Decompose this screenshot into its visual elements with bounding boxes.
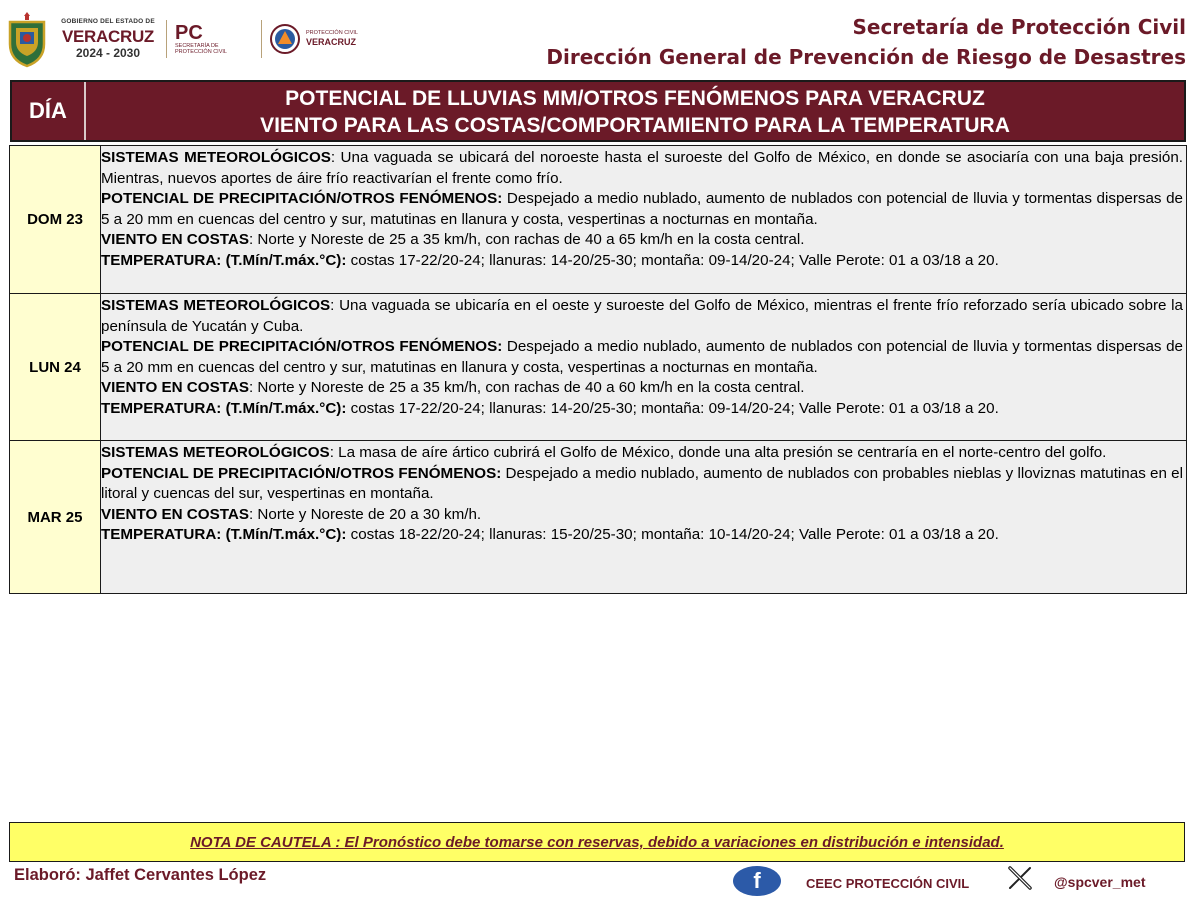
viento-text: : Norte y Noreste de 20 a 30 km/h. <box>248 505 482 523</box>
pcv-name: VERACRUZ <box>306 37 357 48</box>
forecast-content <box>101 294 1186 440</box>
forecast-title-line1: POTENCIAL DE LLUVIAS MM/OTROS FENÓMENOS PARA VERACRUZ <box>285 87 985 110</box>
viento-paragraph <box>101 378 1183 399</box>
sistemas-text: : La masa de aíre ártico cubrirá el Golfo de México, donde una alta presión se centraría en el norte-centro del golfo. <box>329 444 1107 461</box>
day-column-header: DÍA <box>12 82 86 140</box>
facebook-page-name[interactable]: CEEC PROTECCIÓN CIVIL <box>806 876 970 891</box>
sistemas-paragraph <box>101 296 1183 337</box>
sistemas-paragraph <box>101 148 1183 189</box>
gov-years: 2024 - 2030 <box>75 45 141 60</box>
sistemas-paragraph <box>101 443 1183 464</box>
pc-subtitle: SECRETARÍA DE PROTECCIÓN CIVIL <box>175 43 227 55</box>
precip-label: POTENCIAL DE PRECIPITACIÓN/OTROS FENÓMENOS: <box>101 338 503 356</box>
temp-paragraph <box>101 399 1183 420</box>
header-titles <box>546 12 1186 72</box>
forecast-title <box>86 82 1184 140</box>
forecast-row <box>10 146 1186 293</box>
precip-text: Despejado a medio nublado, aumento de nublados con potencial de lluvia y tormentas dispersas de 5 a 20 mm en cuencas del centro y sur, matutinas en llanura y costa, vespertinas a nocturnas en montaña. <box>101 190 1183 228</box>
facebook-icon[interactable] <box>733 866 781 896</box>
forecast-table <box>9 145 1187 594</box>
temp-label: TEMPERATURA: (T.Mín/T.máx.°C): <box>101 399 347 417</box>
day-cell: MAR 25 <box>10 441 101 593</box>
forecast-row <box>10 440 1186 593</box>
precip-paragraph <box>101 464 1183 505</box>
caution-note <box>9 822 1185 862</box>
forecast-content <box>101 441 1186 593</box>
precip-text: Despejado a medio nublado, aumento de nublados con potencial de lluvia y tormentas dispersas de 5 a 20 mm en cuencas del centro y sur, matutinas en llanura y costa, vespertinas a nocturnas en montaña. <box>101 338 1183 376</box>
viento-label: VIENTO EN COSTAS <box>101 379 249 397</box>
day-cell: DOM 23 <box>10 146 101 293</box>
pcv-small-text: PROTECCIÓN CIVIL <box>306 29 358 36</box>
header-logos <box>6 6 358 72</box>
logo-divider <box>166 20 167 58</box>
pc-veracruz-logo <box>306 31 358 48</box>
temp-paragraph <box>101 525 1183 546</box>
x-twitter-icon[interactable] <box>1006 866 1034 890</box>
author-credit: Elaboró: Jaffet Cervantes López <box>14 866 267 884</box>
temp-paragraph <box>101 251 1183 272</box>
logo-divider <box>261 20 262 58</box>
gov-small-text: GOBIERNO DEL ESTADO DE <box>61 18 155 26</box>
viento-text: : Norte y Noreste de 25 a 35 km/h, con rachas de 40 a 60 km/h en la costa central. <box>248 379 805 397</box>
gobierno-veracruz-logo <box>58 19 158 59</box>
viento-label: VIENTO EN COSTAS <box>101 231 249 249</box>
forecast-row <box>10 293 1186 440</box>
precip-text: Despejado a medio nublado, aumento de nublados con probables nieblas y lloviznas matutinas en el litoral y cuencas del sur, vespertinas en montaña. <box>101 464 1183 503</box>
x-handle[interactable]: @spcver_met <box>1054 874 1146 890</box>
secretaria-title: Secretaría de Protección Civil <box>852 15 1186 39</box>
facebook-glyph: f <box>753 868 761 893</box>
proteccion-civil-emblem-icon <box>270 24 300 54</box>
temp-text: costas 17-22/20-24; llanuras: 14-20/25-30; montaña: 09-14/20-24; Valle Perote: 01 a 03/18 a 20. <box>346 399 999 417</box>
temp-label: TEMPERATURA: (T.Mín/T.máx.°C): <box>101 526 347 544</box>
pc-mark: PC <box>175 22 203 44</box>
precip-paragraph <box>101 337 1183 378</box>
sistemas-label: SISTEMAS METEOROLÓGICOS <box>101 444 330 461</box>
precip-paragraph <box>101 189 1183 230</box>
sistemas-text: : Una vaguada se ubicará del noroeste hasta el suroeste del Golfo de México, en donde se asociaría con una baja presión. Mientras, nuevos aportes de áire frío reactivarían el frente como frío. <box>101 149 1183 187</box>
precip-label: POTENCIAL DE PRECIPITACIÓN/OTROS FENÓMENOS: <box>101 190 503 208</box>
precip-label: POTENCIAL DE PRECIPITACIÓN/OTROS FENÓMENOS: <box>101 464 502 482</box>
veracruz-shield-icon <box>6 10 48 68</box>
pc-logo <box>175 23 253 55</box>
direccion-title: Dirección General de Prevención de Riesgo de Desastres <box>546 45 1186 69</box>
viento-paragraph <box>101 230 1183 251</box>
viento-paragraph <box>101 505 1183 526</box>
viento-label: VIENTO EN COSTAS <box>101 505 249 523</box>
gov-name: VERACRUZ <box>61 26 155 46</box>
caution-text: NOTA DE CAUTELA : El Pronóstico debe tomarse con reservas, debido a variaciones en distribución e intensidad. <box>190 833 1004 851</box>
temp-label: TEMPERATURA: (T.Mín/T.máx.°C): <box>101 251 347 269</box>
day-cell: LUN 24 <box>10 294 101 440</box>
sistemas-label: SISTEMAS METEOROLÓGICOS <box>101 297 331 314</box>
sistemas-text: : Una vaguada se ubicaría en el oeste y suroeste del Golfo de México, mientras el frente frío reforzado sería ubicado sobre la península de Yucatán y Cuba. <box>101 297 1183 335</box>
forecast-title-line2: VIENTO PARA LAS COSTAS/COMPORTAMIENTO PARA LA TEMPERATURA <box>260 114 1010 137</box>
temp-text: costas 18-22/20-24; llanuras: 15-20/25-30; montaña: 10-14/20-24; Valle Perote: 01 a 03/18 a 20. <box>346 526 999 544</box>
temp-text: costas 17-22/20-24; llanuras: 14-20/25-30; montaña: 09-14/20-24; Valle Perote: 01 a 03/18 a 20. <box>346 251 999 269</box>
forecast-title-bar <box>10 80 1186 142</box>
forecast-content <box>101 146 1186 293</box>
sistemas-label: SISTEMAS METEOROLÓGICOS <box>101 149 331 166</box>
viento-text: : Norte y Noreste de 25 a 35 km/h, con rachas de 40 a 65 km/h en la costa central. <box>248 231 805 249</box>
